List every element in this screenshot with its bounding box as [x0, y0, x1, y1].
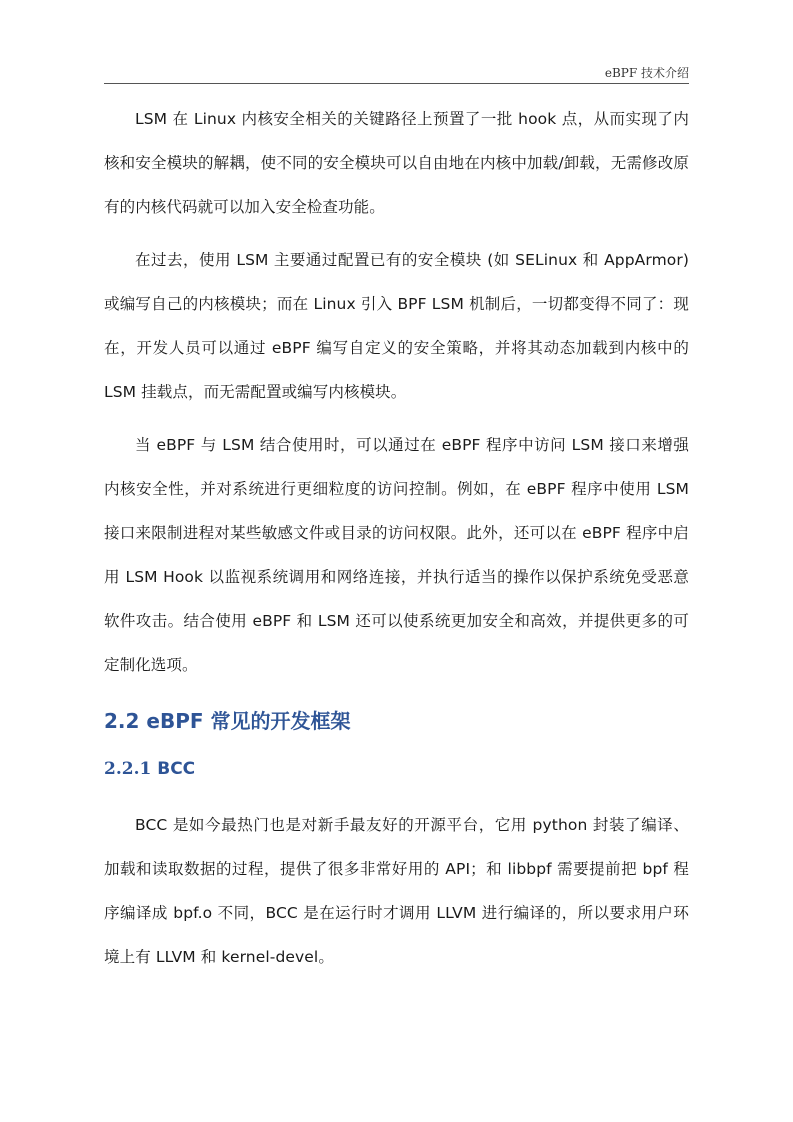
header-divider [104, 83, 689, 84]
section-title: BCC [157, 759, 196, 779]
running-header: eBPF 技术介绍 [604, 66, 689, 80]
page-body [104, 97, 689, 979]
section-heading-2-2-1 [104, 751, 689, 787]
paragraph-bcc: BCC 是如今最热门也是对新手最友好的开源平台，它用 python 封装了编译、加载和读取数据的过程，提供了很多非常好用的 API；和 libbpf 需要提前把 bpf 程序编译成 bpf.o 不同，BCC 是在运行时才调用 LLVM 进行编译的，所以要求用户环境上有 LLVM 和 kernel-devel。 [104, 816, 689, 966]
paragraph-ebpf-lsm: 当 eBPF 与 LSM 结合使用时，可以通过在 eBPF 程序中访问 LSM 接口来增强内核安全性，并对系统进行更细粒度的访问控制。例如，在 eBPF 程序中使用 LSM 接口来限制进程对某些敏感文件或目录的访问权限。此外，还可以在 eBPF 程序中启用 LSM Hook 以监视系统调用和网络连接，并执行适当的操作以保护系统免受恶意软件攻击。结合使用 eBPF 和 LSM 还可以使系统更加安全和高效，并提供更多的可定制化选项。 [104, 436, 689, 674]
section-heading-2-2: 2.2 eBPF 常见的开发框架 [104, 709, 351, 733]
section-number: 2.2.1 [104, 759, 152, 779]
paragraph-lsm-history: 在过去，使用 LSM 主要通过配置已有的安全模块 (如 SELinux 和 AppArmor) 或编写自己的内核模块；而在 Linux 引入 BPF LSM 机制后，一切都变得不同了：现在，开发人员可以通过 eBPF 编写自定义的安全策略，并将其动态加载到内核中的 LSM 挂载点，而无需配置或编写内核模块。 [104, 251, 689, 401]
paragraph-lsm-hooks: LSM 在 Linux 内核安全相关的关键路径上预置了一批 hook 点，从而实现了内核和安全模块的解耦，使不同的安全模块可以自由地在内核中加载/卸载，无需修改原有的内核代码就可以加入安全检查功能。 [104, 110, 689, 216]
